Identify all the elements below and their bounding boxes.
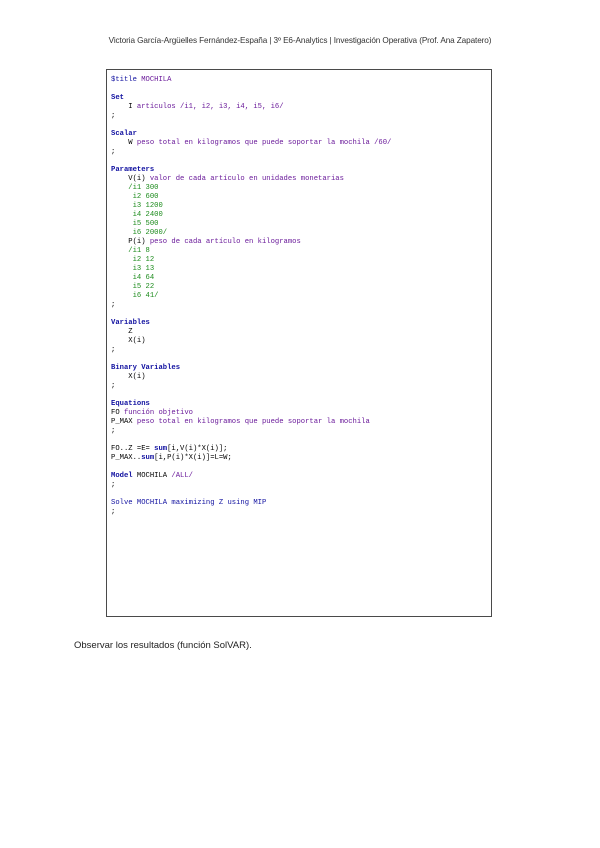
code-line (111, 472, 391, 481)
code-token: P_MAX.. (111, 454, 142, 462)
code-line (111, 310, 391, 319)
code-token: i2 600 (111, 193, 159, 201)
code-token: P(i) (111, 238, 150, 246)
code-line (111, 409, 391, 418)
code-line (111, 247, 391, 256)
code-line (111, 148, 391, 157)
code-line (111, 193, 391, 202)
code-line (111, 103, 391, 112)
code-token: artículos /i1, i2, i3, i4, i5, i6/ (136, 103, 284, 111)
code-line (111, 175, 391, 184)
code-token: [i,P(i)*X(i)]=L=W; (154, 454, 232, 462)
code-token: ; (111, 427, 116, 435)
code-line (111, 220, 391, 229)
code-line (111, 418, 391, 427)
code-token: valor de cada artículo en unidades monetarias (149, 175, 344, 183)
code-line (111, 166, 391, 175)
code-token: Z (111, 328, 133, 336)
code-token: Binary Variables (111, 364, 181, 372)
code-token: sum (141, 454, 155, 462)
code-token: ; (111, 508, 116, 516)
code-line (111, 481, 391, 490)
code-token: P_MAX (111, 418, 137, 426)
code-token: $title (111, 76, 142, 84)
code-token: X(i) (111, 373, 146, 381)
code-token: peso total en kilogramos que puede soportar la mochila (136, 418, 370, 426)
code-token: i3 1200 (111, 202, 163, 210)
code-token: FO..Z =E= (111, 445, 155, 453)
code-token: FO (111, 409, 124, 417)
code-token: Model (111, 472, 137, 480)
code-token: MOCHILA (141, 76, 172, 84)
code-line (111, 364, 391, 373)
code-line (111, 427, 391, 436)
code-token: peso total en kilogramos que puede soportar la mochila /60/ (136, 139, 392, 147)
code-line (111, 391, 391, 400)
code-line (111, 85, 391, 94)
code-line (111, 508, 391, 517)
code-token: Set (111, 94, 124, 102)
code-line (111, 454, 391, 463)
code-line (111, 382, 391, 391)
code-token: ; (111, 301, 116, 309)
code-line (111, 400, 391, 409)
code-token: i3 13 (111, 265, 155, 273)
code-line (111, 490, 391, 499)
code-token: I (111, 103, 137, 111)
code-line (111, 463, 391, 472)
code-token: ; (111, 346, 116, 354)
code-token: ; (111, 481, 116, 489)
code-line (111, 355, 391, 364)
code-token: peso de cada artículo en kilogramos (149, 238, 301, 246)
code-token: ; (111, 148, 116, 156)
code-line (111, 256, 391, 265)
code-token: X(i) (111, 337, 146, 345)
code-token: Parameters (111, 166, 155, 174)
code-line (111, 121, 391, 130)
caption-text: Observar los resultados (función SolVAR). (74, 640, 252, 651)
code-token: i5 22 (111, 283, 155, 291)
code-line (111, 373, 391, 382)
code-line (111, 157, 391, 166)
code-token: Equations (111, 400, 150, 408)
code-token: i4 2400 (111, 211, 163, 219)
code-token: ; (111, 382, 116, 390)
code-line (111, 211, 391, 220)
page-header: Victoria García-Argüelles Fernández-España | 3º E6-Analytics | Investigación Operativa (Prof. Ana Zapatero) (108, 36, 492, 45)
code-token: /i1 8 (111, 247, 150, 255)
code-token: /i1 300 (111, 184, 159, 192)
code-line (111, 76, 391, 85)
code-token: i2 12 (111, 256, 155, 264)
code-token: MOCHILA (136, 472, 172, 480)
code-line (111, 445, 391, 454)
code-line (111, 94, 391, 103)
code-line (111, 499, 391, 508)
code-token: [i,V(i)*X(i)]; (167, 445, 228, 453)
code-token: i6 41/ (111, 292, 159, 300)
code-token: ; (111, 112, 116, 120)
code-token: Variables (111, 319, 150, 327)
code-token: V(i) (111, 175, 150, 183)
code-token: sum (154, 445, 168, 453)
code-line (111, 265, 391, 274)
code-line (111, 337, 391, 346)
code-line (111, 292, 391, 301)
code-token: Scalar (111, 130, 137, 138)
code-listing-box (106, 69, 492, 617)
code-line (111, 229, 391, 238)
code-line (111, 274, 391, 283)
code-line (111, 283, 391, 292)
code-line (111, 346, 391, 355)
code-line (111, 319, 391, 328)
code-line (111, 202, 391, 211)
gams-code (111, 76, 391, 517)
code-token: i5 500 (111, 220, 159, 228)
code-token: función objetivo (123, 409, 193, 417)
code-line (111, 328, 391, 337)
code-token: /ALL/ (171, 472, 193, 480)
code-token: Solve MOCHILA maximizing Z using MIP (111, 499, 267, 507)
code-line (111, 130, 391, 139)
code-line (111, 112, 391, 121)
code-token: i6 2000/ (111, 229, 168, 237)
code-line (111, 139, 391, 148)
code-line (111, 184, 391, 193)
code-token: W (111, 139, 137, 147)
code-line (111, 238, 391, 247)
code-line (111, 301, 391, 310)
code-token: i4 64 (111, 274, 155, 282)
code-line (111, 436, 391, 445)
